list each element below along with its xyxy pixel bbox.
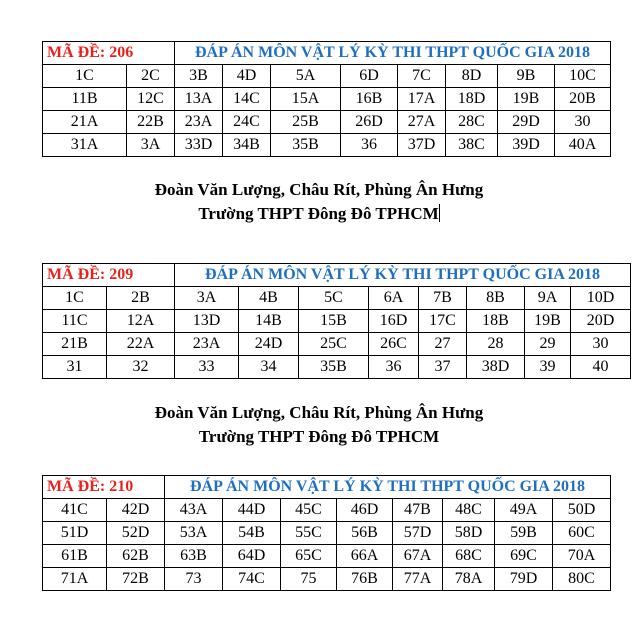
answer-cell: 10C	[555, 65, 611, 88]
table-row	[43, 287, 631, 310]
answer-cell: 7B	[419, 287, 467, 310]
answer-cell: 74C	[223, 568, 281, 591]
table-title: ĐÁP ÁN MÔN VẬT LÝ KỲ THI THPT QUỐC GIA 2018	[175, 264, 631, 287]
answer-cell: 7C	[398, 65, 446, 88]
answer-cell: 66A	[337, 545, 393, 568]
answer-cell: 4D	[223, 65, 271, 88]
answer-cell: 15A	[271, 88, 341, 111]
answer-cell: 20B	[555, 88, 611, 111]
answer-cell: 16B	[341, 88, 398, 111]
table-row	[43, 65, 611, 88]
answer-cell: 27	[419, 333, 467, 356]
answer-cell: 70A	[553, 545, 611, 568]
answer-cell: 29	[525, 333, 571, 356]
answer-cell: 25B	[271, 111, 341, 134]
answer-cell: 17A	[398, 88, 446, 111]
answer-cell: 8D	[446, 65, 498, 88]
table-row	[43, 545, 611, 568]
answer-cell: 51D	[43, 522, 107, 545]
answer-cell: 56B	[337, 522, 393, 545]
answer-cell: 25C	[299, 333, 369, 356]
answer-cell: 47B	[393, 499, 443, 522]
answer-cell: 14B	[239, 310, 299, 333]
answer-cell: 71A	[43, 568, 107, 591]
answer-cell: 15B	[299, 310, 369, 333]
table-row	[43, 111, 611, 134]
answer-cell: 46D	[337, 499, 393, 522]
answer-cell: 41C	[43, 499, 107, 522]
answer-cell: 21A	[43, 111, 127, 134]
answer-cell: 32	[107, 356, 175, 379]
answer-cell: 65C	[281, 545, 337, 568]
answer-cell: 37	[419, 356, 467, 379]
answer-cell: 33	[175, 356, 239, 379]
text-cursor	[439, 204, 440, 222]
answer-cell: 22A	[107, 333, 175, 356]
author-names: Đoàn Văn Lượng, Châu Rít, Phùng Ân Hưng	[154, 403, 484, 422]
table-title: ĐÁP ÁN MÔN VẬT LÝ KỲ THI THPT QUỐC GIA 2018	[165, 476, 611, 499]
exam-code: MÃ ĐỀ: 209	[43, 264, 175, 287]
table-header-row	[43, 476, 611, 499]
answer-cell: 16D	[369, 310, 419, 333]
answer-cell: 36	[369, 356, 419, 379]
answer-cell: 13A	[175, 88, 223, 111]
answer-cell: 9B	[498, 65, 555, 88]
answer-table-209	[42, 263, 631, 379]
answer-cell: 35B	[271, 134, 341, 157]
answer-cell: 21B	[43, 333, 107, 356]
answer-cell: 3A	[175, 287, 239, 310]
answer-cell: 28C	[446, 111, 498, 134]
answer-cell: 11B	[43, 88, 127, 111]
answer-cell: 40A	[555, 134, 611, 157]
table-row	[43, 134, 611, 157]
answer-cell: 76B	[337, 568, 393, 591]
answer-cell: 40	[571, 356, 631, 379]
answer-cell: 29D	[498, 111, 555, 134]
answer-cell: 42D	[107, 499, 165, 522]
answer-cell: 23A	[175, 333, 239, 356]
answer-cell: 43A	[165, 499, 223, 522]
answer-cell: 19B	[525, 310, 571, 333]
table-row	[43, 310, 631, 333]
answer-cell: 39	[525, 356, 571, 379]
answer-cell: 53A	[165, 522, 223, 545]
answer-cell: 72B	[107, 568, 165, 591]
answer-cell: 13D	[175, 310, 239, 333]
answer-cell: 52D	[107, 522, 165, 545]
answer-cell: 49A	[495, 499, 553, 522]
answer-cell: 3A	[127, 134, 175, 157]
answer-cell: 31	[43, 356, 107, 379]
answer-cell: 78A	[443, 568, 495, 591]
answer-cell: 5A	[271, 65, 341, 88]
answer-cell: 12C	[127, 88, 175, 111]
answer-cell: 50D	[553, 499, 611, 522]
answer-cell: 61B	[43, 545, 107, 568]
answer-cell: 10D	[571, 287, 631, 310]
answer-cell: 1C	[43, 65, 127, 88]
answer-cell: 22B	[127, 111, 175, 134]
answer-cell: 24D	[239, 333, 299, 356]
table-row	[43, 333, 631, 356]
answer-cell: 38C	[446, 134, 498, 157]
table-row	[43, 88, 611, 111]
answer-cell: 4B	[239, 287, 299, 310]
answer-cell: 2B	[107, 287, 175, 310]
answer-cell: 35B	[299, 356, 369, 379]
school-name: Trường THPT Đông Đô TPHCM	[198, 204, 439, 223]
table-header-row	[43, 42, 611, 65]
answer-cell: 19B	[498, 88, 555, 111]
table-header-row	[43, 264, 631, 287]
answer-cell: 27A	[398, 111, 446, 134]
answer-cell: 57D	[393, 522, 443, 545]
school-name: Trường THPT Đông Đô TPHCM	[198, 427, 440, 446]
answer-cell: 34B	[223, 134, 271, 157]
table-row	[43, 568, 611, 591]
answer-cell: 14C	[223, 88, 271, 111]
table-row	[43, 356, 631, 379]
answer-cell: 33D	[175, 134, 223, 157]
answer-cell: 6A	[369, 287, 419, 310]
answer-cell: 68C	[443, 545, 495, 568]
answer-cell: 8B	[467, 287, 525, 310]
answer-cell: 18D	[446, 88, 498, 111]
answer-cell: 36	[341, 134, 398, 157]
authors-block	[0, 178, 638, 226]
authors-block	[0, 401, 638, 449]
answer-cell: 39D	[498, 134, 555, 157]
answer-cell: 5C	[299, 287, 369, 310]
answer-cell: 3B	[175, 65, 223, 88]
author-names: Đoàn Văn Lượng, Châu Rít, Phùng Ân Hưng	[154, 180, 484, 199]
answer-cell: 63B	[165, 545, 223, 568]
answer-cell: 69C	[495, 545, 553, 568]
answer-cell: 18B	[467, 310, 525, 333]
answer-cell: 24C	[223, 111, 271, 134]
answer-cell: 54B	[223, 522, 281, 545]
answer-cell: 79D	[495, 568, 553, 591]
answer-cell: 58D	[443, 522, 495, 545]
table-row	[43, 522, 611, 545]
answer-cell: 1C	[43, 287, 107, 310]
answer-cell: 2C	[127, 65, 175, 88]
exam-code: MÃ ĐỀ: 210	[43, 476, 165, 499]
answer-cell: 80C	[553, 568, 611, 591]
answer-cell: 30	[555, 111, 611, 134]
answer-cell: 75	[281, 568, 337, 591]
answer-cell: 45C	[281, 499, 337, 522]
answer-cell: 30	[571, 333, 631, 356]
answer-cell: 59B	[495, 522, 553, 545]
answer-cell: 64D	[223, 545, 281, 568]
answer-cell: 6D	[341, 65, 398, 88]
answer-table-206	[42, 41, 611, 157]
table-row	[43, 499, 611, 522]
answer-cell: 26C	[369, 333, 419, 356]
answer-cell: 55C	[281, 522, 337, 545]
answer-cell: 31A	[43, 134, 127, 157]
answer-cell: 37D	[398, 134, 446, 157]
answer-table-210	[42, 475, 611, 591]
answer-cell: 60C	[553, 522, 611, 545]
answer-cell: 77A	[393, 568, 443, 591]
answer-cell: 67A	[393, 545, 443, 568]
answer-cell: 20D	[571, 310, 631, 333]
answer-cell: 73	[165, 568, 223, 591]
answer-cell: 28	[467, 333, 525, 356]
answer-cell: 44D	[223, 499, 281, 522]
answer-cell: 62B	[107, 545, 165, 568]
answer-cell: 17C	[419, 310, 467, 333]
answer-cell: 38D	[467, 356, 525, 379]
table-title: ĐÁP ÁN MÔN VẬT LÝ KỲ THI THPT QUỐC GIA 2018	[175, 42, 611, 65]
answer-cell: 48C	[443, 499, 495, 522]
answer-cell: 23A	[175, 111, 223, 134]
answer-cell: 12A	[107, 310, 175, 333]
exam-code: MÃ ĐỀ: 206	[43, 42, 175, 65]
answer-cell: 9A	[525, 287, 571, 310]
answer-cell: 11C	[43, 310, 107, 333]
answer-cell: 26D	[341, 111, 398, 134]
answer-cell: 34	[239, 356, 299, 379]
